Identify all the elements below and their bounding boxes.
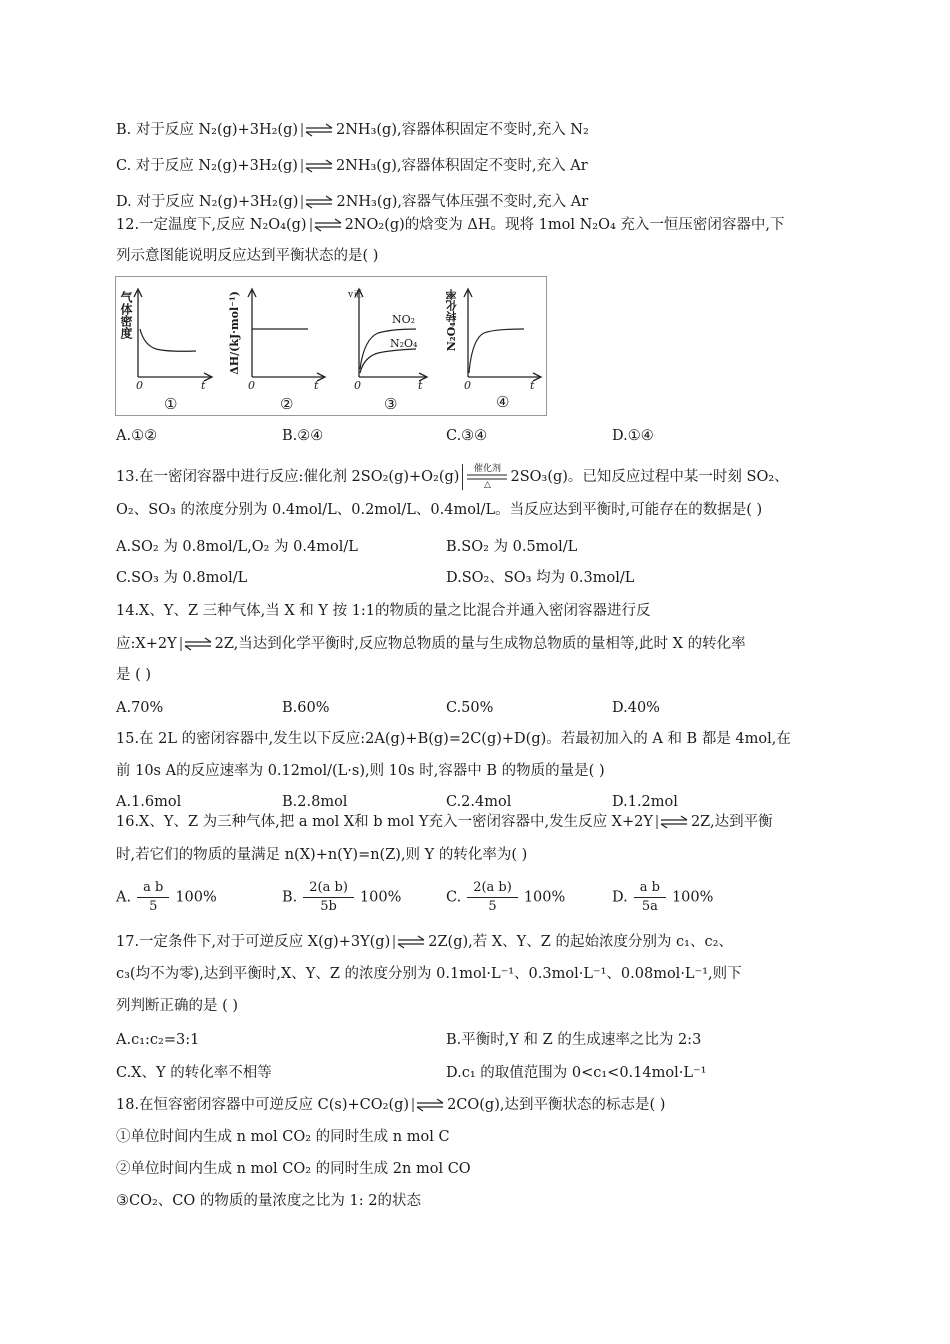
graph-3-ylabel: v正 (348, 290, 363, 300)
graph-3-series-no2: NO₂ (392, 313, 416, 326)
option-c-line: C. 对于反应 N₂(g)+3H₂(g) 2NH₃(g),容器体积固定不变时,充入 Ar (116, 158, 588, 174)
fraction: $\frac{\text{2(a b)}}{5b}$ (303, 879, 354, 916)
q15-option-d[interactable]: D.1.2mol (612, 794, 678, 810)
graph-4 (440, 277, 545, 413)
q17-stem-line1: 17.一定条件下,对于可逆反应 X(g)+3Y(g) 2Z(g),若 X、Y、Z 的起始浓度分别为 c₁、c₂、 (116, 934, 733, 950)
q16-option-d[interactable]: D. $\frac{\text{a b}}{5a}$ 100% (612, 880, 714, 914)
q17-stem-line3: 列判断正确的是 ( ) (116, 998, 239, 1014)
graph-1 (116, 277, 221, 413)
graph-3 (334, 277, 439, 413)
equilibrium-arrow-icon (301, 123, 333, 137)
q14-option-c[interactable]: C.50% (446, 700, 494, 716)
fraction: $\frac{\text{a b}}{5a}$ (634, 879, 666, 916)
equilibrium-arrow-icon (412, 1098, 444, 1112)
q13-option-b[interactable]: B.SO₂ 为 0.5mol/L (446, 539, 578, 555)
fraction: $\frac{\text{a b}}{5}$ (137, 879, 169, 916)
equilibrium-arrow-icon (301, 159, 333, 173)
q14-option-d[interactable]: D.40% (612, 700, 660, 716)
graph-1-ylabel: 气体密度 (119, 291, 133, 339)
q13-stem-line2: O₂、SO₃ 的浓度分别为 0.4mol/L、0.2mol/L、0.4mol/L。当反应达到平衡时,可能存在的数据是( ) (116, 502, 763, 518)
q15-option-a[interactable]: A.1.6mol (116, 794, 182, 810)
q15-option-c[interactable]: C.2.4mol (446, 794, 512, 810)
q12-option-b[interactable]: B.②④ (282, 428, 324, 444)
q16-option-a[interactable]: A. $\frac{\text{a b}}{5}$ 100% (116, 880, 217, 914)
q16-option-c[interactable]: C. $\frac{\text{2(a b)}}{5}$ 100% (446, 880, 566, 914)
q12-option-d[interactable]: D.①④ (612, 428, 654, 444)
graph-2-xlabel: t (314, 379, 319, 392)
q17-option-d[interactable]: D.c₁ 的取值范围为 0<c₁<0.14mol·L⁻¹ (446, 1065, 707, 1081)
q14-option-a[interactable]: A.70% (116, 700, 164, 716)
q15-stem-line1: 15.在 2L 的密闭容器中,发生以下反应:2A(g)+B(g)=2C(g)+D(g)。若最初加入的 A 和 B 都是 4mol,在 (116, 731, 791, 747)
graph-4-xlabel: t (530, 379, 535, 392)
q17-stem-line2: c₃(均不为零),达到平衡时,X、Y、Z 的浓度分别为 0.1mol·L⁻¹、0.3mol·L⁻¹、0.08mol·L⁻¹,则下 (116, 966, 742, 982)
q12-stem-line1: 12.一定温度下,反应 N₂O₄(g) 2NO₂(g)的焓变为 ΔH。现将 1mol N₂O₄ 充入一恒压密闭容器中,下 (116, 217, 785, 233)
q18-statement-2: ②单位时间内生成 n mol CO₂ 的同时生成 2n mol CO (116, 1161, 471, 1177)
graph-3-number: ③ (384, 395, 398, 413)
graph-1-xlabel: t (201, 379, 206, 392)
q17-option-b[interactable]: B.平衡时,Y 和 Z 的生成速率之比为 2:3 (446, 1032, 702, 1048)
q12-option-a[interactable]: A.①② (116, 428, 158, 444)
catalyst-arrow: 催化剂 △ (462, 464, 507, 490)
equilibrium-arrow-icon (301, 195, 333, 209)
q13-option-c[interactable]: C.SO₃ 为 0.8mol/L (116, 570, 248, 586)
graph-1-number: ① (164, 395, 178, 413)
q18-stem-line1: 18.在恒容密闭容器中可逆反应 C(s)+CO₂(g) 2CO(g),达到平衡状态的标志是( ) (116, 1097, 666, 1113)
graph-1-origin: 0 (136, 379, 143, 392)
q16-stem-line2: 时,若它们的物质的量满足 n(X)+n(Y)=n(Z),则 Y 的转化率为( ) (116, 847, 528, 863)
q12-stem-line2: 列示意图能说明反应达到平衡状态的是( ) (116, 248, 379, 264)
q18-statement-1: ①单位时间内生成 n mol CO₂ 的同时生成 n mol C (116, 1129, 450, 1145)
graph-4-ylabel: N₂O₄转化率 (445, 289, 458, 352)
q16-stem-line1: 16.X、Y、Z 为三种气体,把 a mol X和 b mol Y充入一密闭容器中,发生反应 X+2Y 2Z,达到平衡 (116, 814, 773, 830)
q12-figure-panel (115, 276, 547, 416)
q14-option-b[interactable]: B.60% (282, 700, 330, 716)
q13-option-a[interactable]: A.SO₂ 为 0.8mol/L,O₂ 为 0.4mol/L (116, 539, 358, 555)
equilibrium-arrow-icon (393, 935, 425, 949)
q16-option-b[interactable]: B. $\frac{\text{2(a b)}}{5b}$ 100% (282, 880, 402, 914)
graph-3-series-n2o4: N₂O₄ (390, 337, 418, 350)
q15-stem-line2: 前 10s A的反应速率为 0.12mol/(L·s),则 10s 时,容器中 B 的物质的量是( ) (116, 763, 605, 779)
q17-option-a[interactable]: A.c₁:c₂=3:1 (116, 1032, 200, 1048)
fraction: $\frac{\text{2(a b)}}{5}$ (467, 879, 518, 916)
q13-stem-line1: 13.在一密闭容器中进行反应:催化剂 2SO₂(g)+O₂(g) 催化剂 △ 2SO₃(g)。已知反应过程中某一时刻 SO₂、 (116, 464, 789, 490)
q14-stem-line1: 14.X、Y、Z 三种气体,当 X 和 Y 按 1:1的物质的量之比混合并通入密闭容器进行反 (116, 603, 651, 619)
graph-2-origin: 0 (248, 379, 255, 392)
q12-option-c[interactable]: C.③④ (446, 428, 488, 444)
q18-statement-3: ③CO₂、CO 的物质的量浓度之比为 1: 2的状态 (116, 1193, 421, 1209)
graph-2-ylabel: ΔH/(kJ·mol⁻¹) (228, 291, 241, 375)
graph-4-number: ④ (496, 393, 510, 411)
equilibrium-arrow-icon (180, 637, 212, 651)
graph-3-xlabel: t (418, 379, 423, 392)
graph-4-origin: 0 (464, 379, 471, 392)
equilibrium-arrow-icon (656, 815, 688, 829)
graph-2-number: ② (280, 395, 294, 413)
graph-3-origin: 0 (354, 379, 361, 392)
graph-2 (224, 277, 329, 413)
equilibrium-arrow-icon (310, 218, 342, 232)
q14-stem-line3: 是 ( ) (116, 667, 152, 683)
q13-option-d[interactable]: D.SO₂、SO₃ 均为 0.3mol/L (446, 570, 635, 586)
option-b-line: B. 对于反应 N₂(g)+3H₂(g) 2NH₃(g),容器体积固定不变时,充入 N₂ (116, 122, 589, 138)
option-d-line: D. 对于反应 N₂(g)+3H₂(g) 2NH₃(g),容器气体压强不变时,充入 Ar (116, 194, 589, 210)
q14-stem-line2: 应:X+2Y 2Z,当达到化学平衡时,反应物总物质的量与生成物总物质的量相等,此时 X 的转化率 (116, 636, 746, 652)
q15-option-b[interactable]: B.2.8mol (282, 794, 348, 810)
q17-option-c[interactable]: C.X、Y 的转化率不相等 (116, 1065, 272, 1081)
